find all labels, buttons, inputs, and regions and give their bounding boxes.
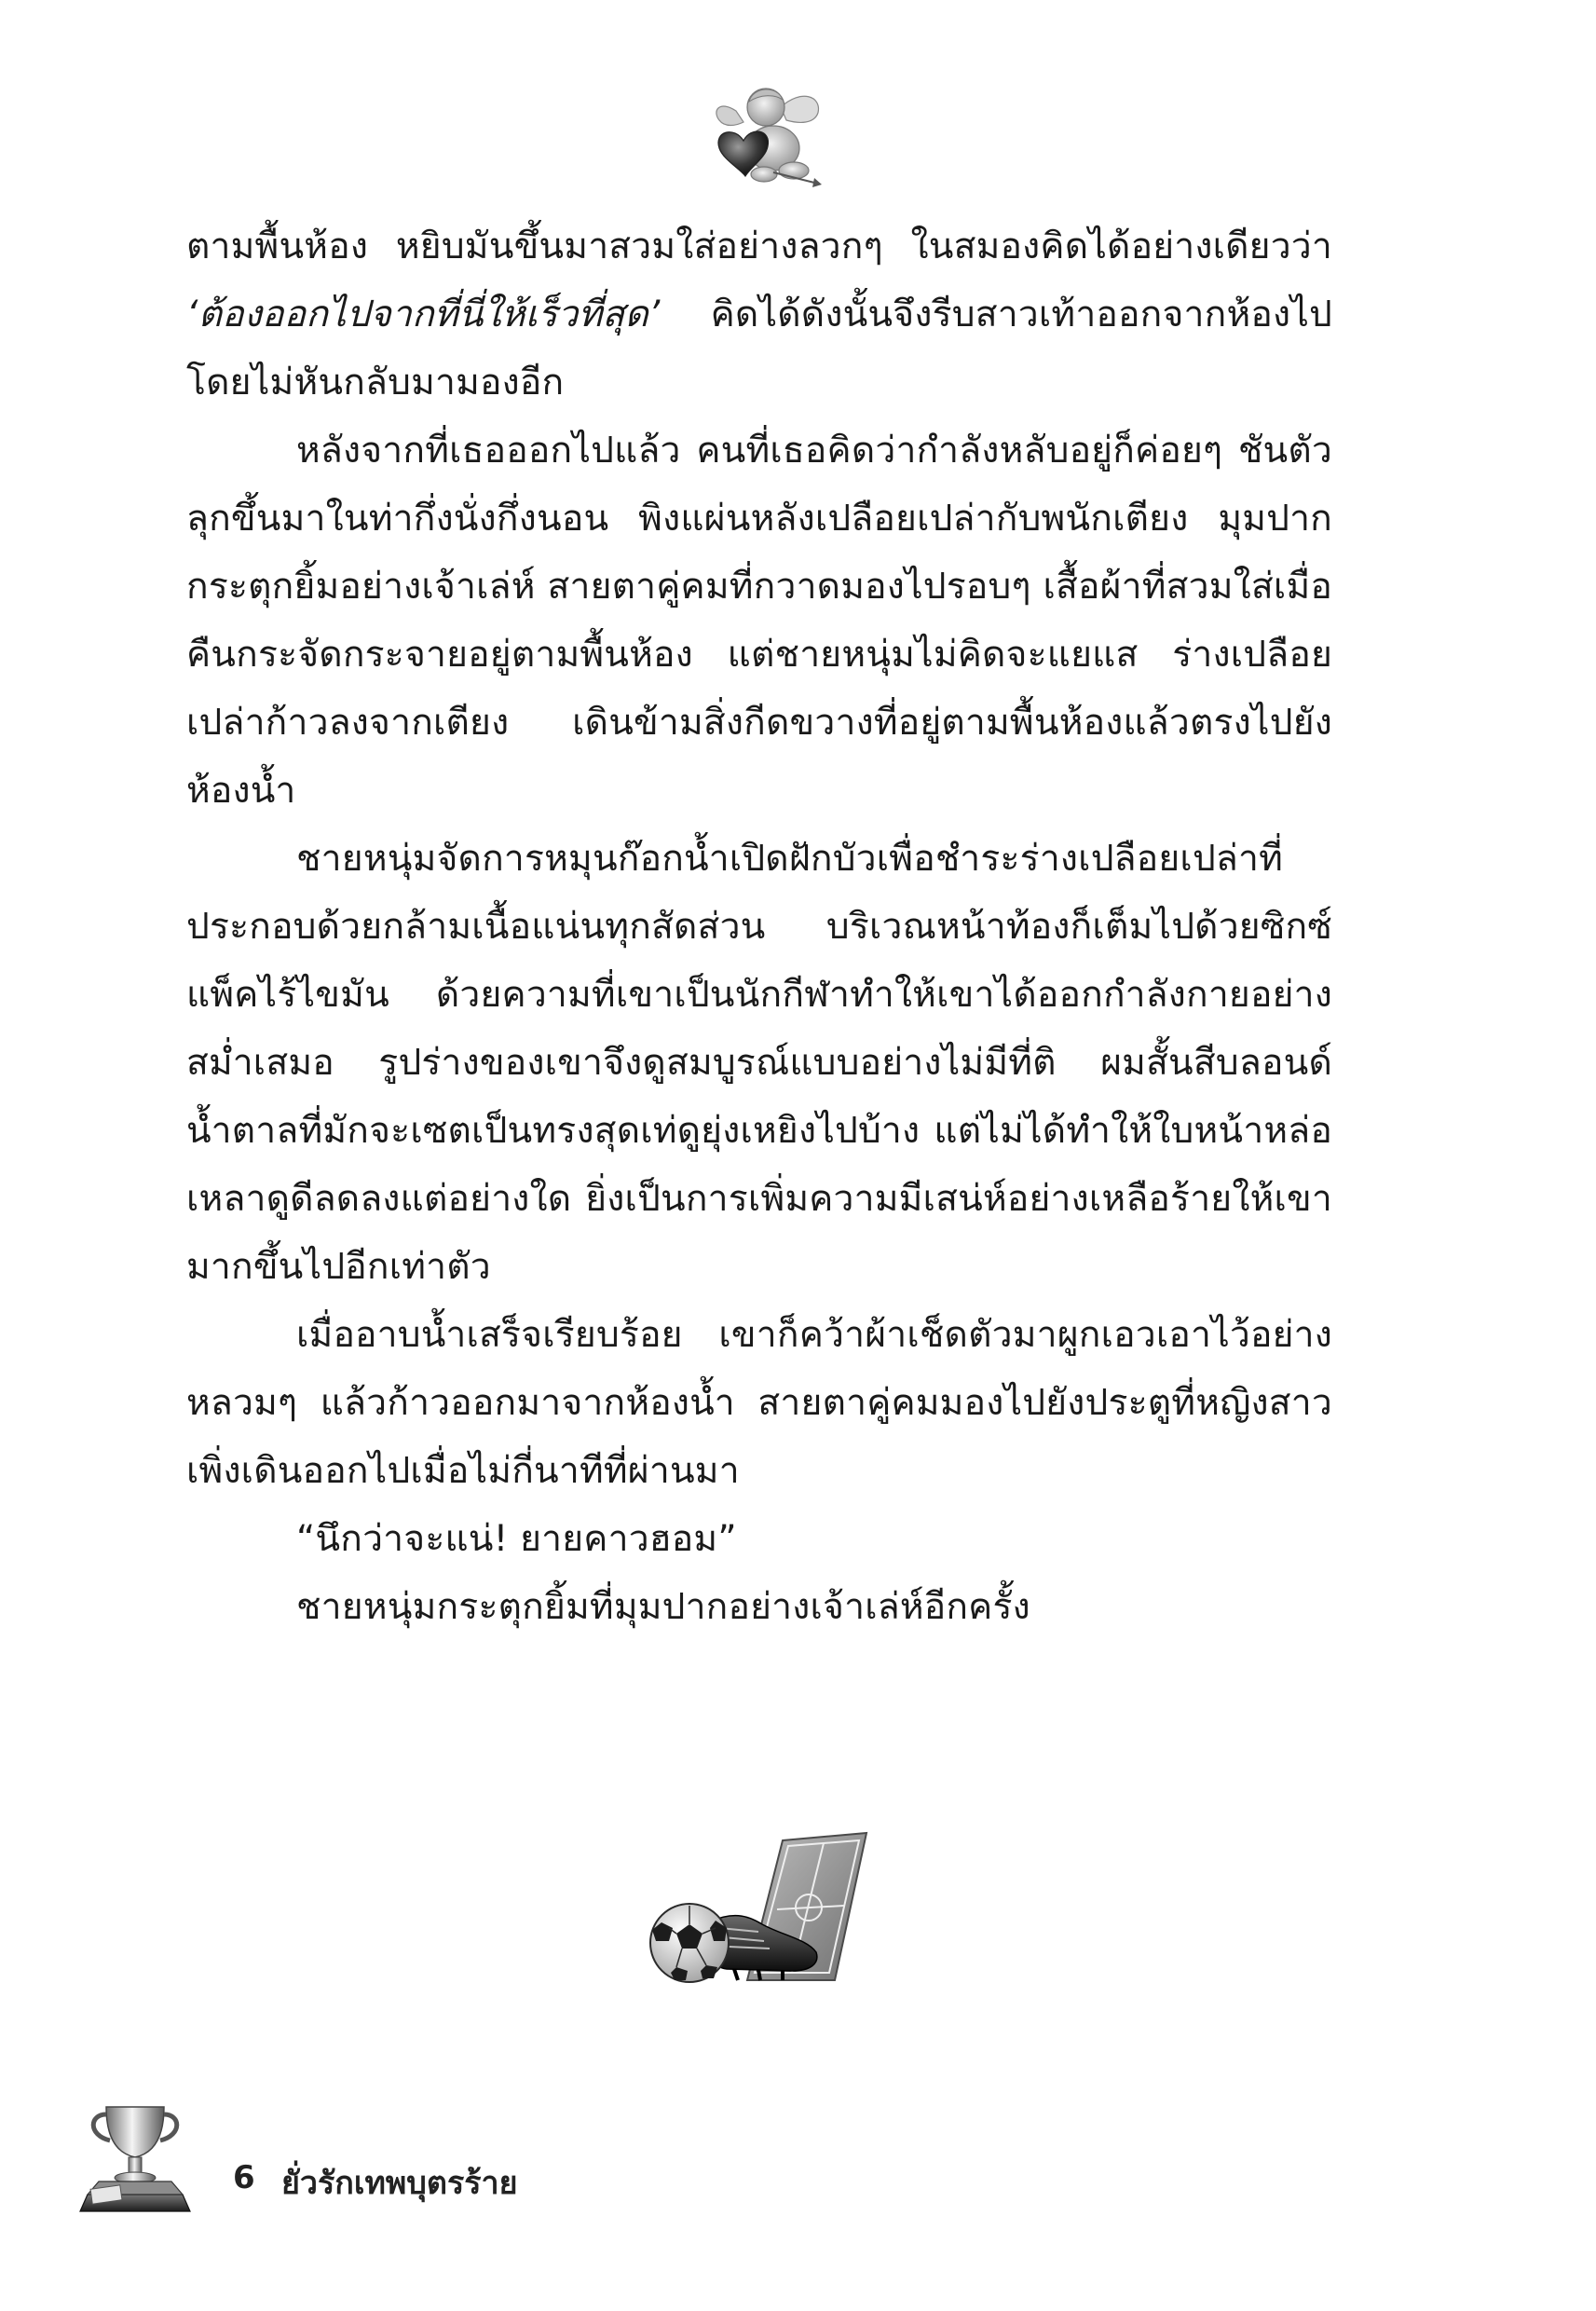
italic-thought: ‘ต้องออกไปจากที่นี่ให้เร็วที่สุด’ <box>186 294 661 335</box>
paragraph: ชายหนุ่มจัดการหมุนก๊อกน้ำเปิดฝักบัวเพื่อชำระร่างเปลือยเปล่าที่ประกอบด้วยกล้ามเนื้อแน่นทุกสัดส่วน บริเวณหน้าท้องก็เต็มไปด้วยซิกซ์แพ็คไร้ไขมัน ด้วยความที่เขาเป็นนักกีฬาทำให้เขาได้ออกกำลังกายอย่างสม่ำเสมอ รูปร่างของเขาจึงดูสมบูรณ์แบบอย่างไม่มีที่ติ ผมสั้นสีบลอนด์น้ำตาลที่มักจะเซตเป็นทรงสุดเท่ดูยุ่งเหยิงไปบ้าง แต่ไม่ได้ทำให้ใบหน้าหล่อเหลาดูดีลดลงแต่อย่างใด ยิ่งเป็นการเพิ่มความมีเสน่ห์อย่างเหลือร้ายให้เขามากขึ้นไปอีกเท่าตัว <box>186 838 1332 1288</box>
page-footer <box>75 2101 727 2222</box>
paragraph: หลังจากที่เธอออกไปแล้ว คนที่เธอคิดว่ากำลังหลับอยู่ก็ค่อยๆ ชันตัวลุกขึ้นมาในท่ากึ่งนั่งกึ่งนอน พิงแผ่นหลังเปลือยเปล่ากับพนักเตียง มุมปากกระตุกยิ้มอย่างเจ้าเล่ห์ สายตาคู่คมที่กวาดมองไปรอบๆ เสื้อผ้าที่สวมใส่เมื่อคืนกระจัดกระจายอยู่ตามพื้นห้อง แต่ชายหนุ่มไม่คิดจะแยแส ร่างเปลือยเปล่าก้าวลงจากเตียง เดินข้ามสิ่งกีดขวางที่อยู่ตามพื้นห้องแล้วตรงไปยังห้องน้ำ <box>186 430 1332 812</box>
paragraph: เมื่ออาบน้ำเสร็จเรียบร้อย เขาก็คว้าผ้าเช็ดตัวมาผูกเอวเอาไว้อย่างหลวมๆ แล้วก้าวออกมาจากห้องน้ำ สายตาคู่คมมองไปยังประตูที่หญิงสาวเพิ่งเดินออกไปเมื่อไม่กี่นาทีที่ผ่านมา <box>186 1314 1332 1492</box>
paragraph: ชายหนุ่มกระตุกยิ้มที่มุมปากอย่างเจ้าเล่ห์อีกครั้ง <box>296 1586 1030 1628</box>
paragraph <box>186 212 1332 417</box>
book-title: ยั่วรักเทพบุตรร้าย <box>281 2165 518 2202</box>
soccer-ball-boot-field-icon <box>643 1831 876 1999</box>
page-number: 6 <box>233 2159 255 2196</box>
trophy-icon <box>75 2101 196 2218</box>
paragraph-text: คิดได้ดังนั้นจึงรีบสาวเท้าออกจากห้องไปโดยไม่หันกลับมามองอีก <box>186 294 1332 403</box>
dialogue-line: “นึกว่าจะแน่! ยายคาวฮอม” <box>296 1518 737 1560</box>
body-text <box>186 212 1332 1641</box>
paragraph-text: ตามพื้นห้อง หยิบมันขึ้นมาสวมใส่อย่างลวกๆ ในสมองคิดได้อย่างเดียวว่า <box>186 226 1332 267</box>
cupid-heart-icon <box>708 79 829 191</box>
